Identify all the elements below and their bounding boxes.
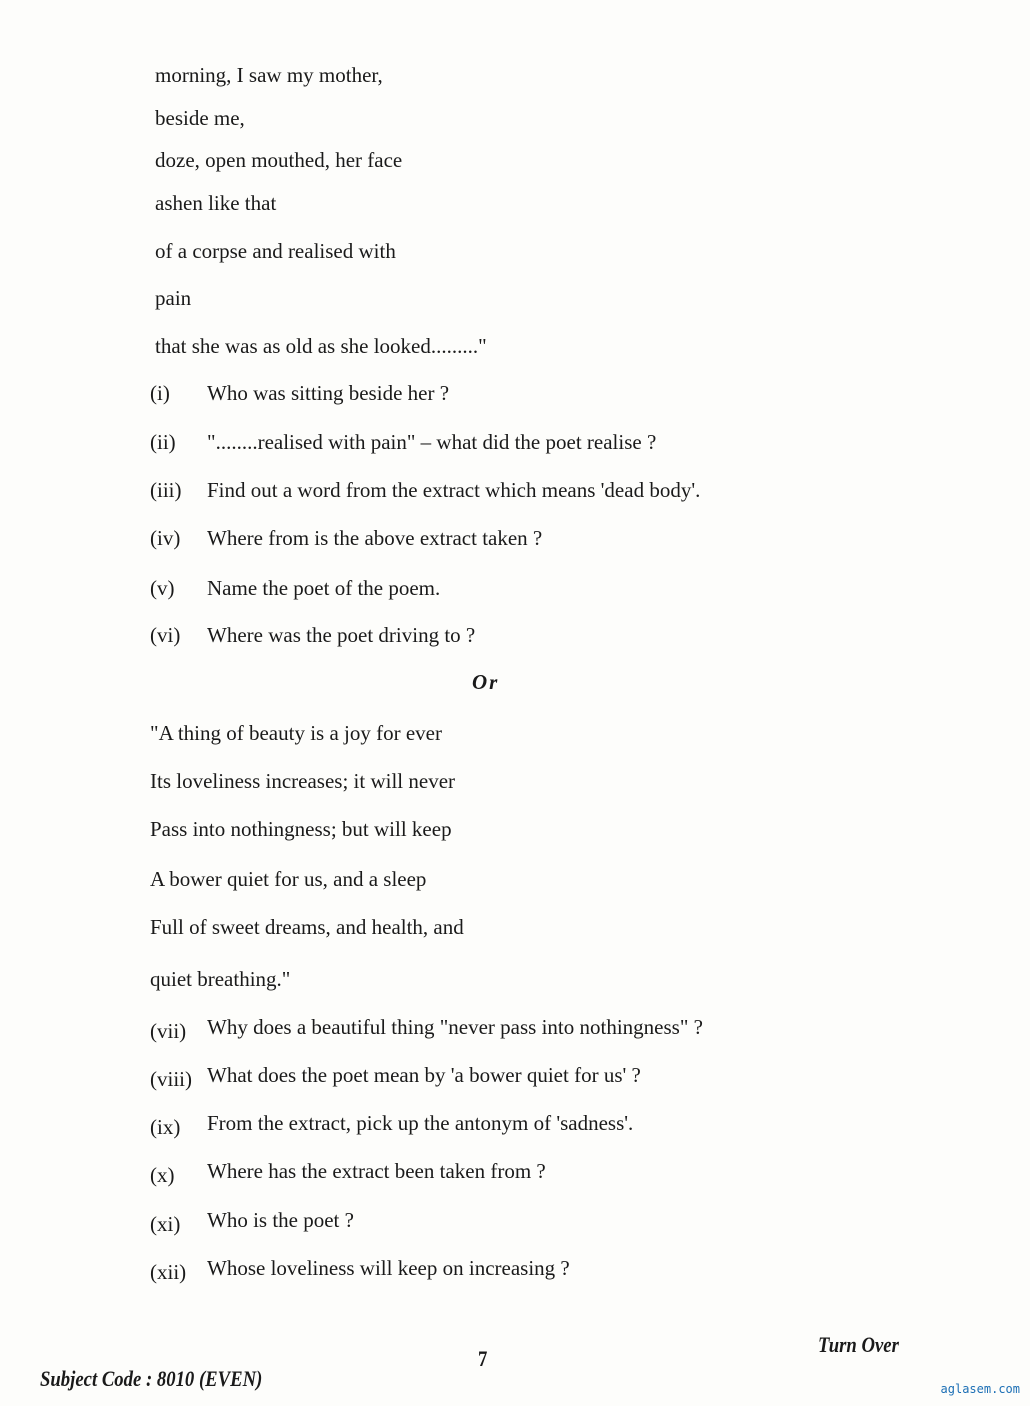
extract-line: "A thing of beauty is a joy for ever	[150, 721, 443, 745]
question-text: What does the poet mean by 'a bower quiet for us' ?	[207, 1063, 641, 1087]
question-text: Who is the poet ?	[207, 1208, 354, 1232]
question-number: (ii)	[150, 430, 176, 454]
watermark: aglasem.com	[940, 1382, 1020, 1396]
question-number: (xii)	[150, 1260, 187, 1284]
or-separator: Or	[472, 670, 500, 694]
page-number: 7	[478, 1346, 488, 1371]
subject-code: Subject Code : 8010 (EVEN)	[40, 1366, 263, 1391]
extract-line: Pass into nothingness; but will keep	[150, 817, 452, 841]
extract-line: quiet breathing."	[150, 967, 291, 991]
question-number: (vii)	[150, 1019, 187, 1043]
question-text: Where from is the above extract taken ?	[207, 526, 543, 550]
question-text: Where was the poet driving to ?	[207, 623, 476, 647]
extract-line: A bower quiet for us, and a sleep	[150, 867, 427, 891]
question-text: Whose loveliness will keep on increasing ?	[207, 1256, 570, 1280]
extract-line: Its loveliness increases; it will never	[150, 769, 456, 793]
question-number: (xi)	[150, 1212, 181, 1236]
extract-line: doze, open mouthed, her face	[155, 148, 403, 172]
question-text: Name the poet of the poem.	[207, 576, 441, 600]
question-number: (v)	[150, 576, 175, 600]
question-text: Find out a word from the extract which means 'dead body'.	[207, 478, 701, 502]
extract-line: ashen like that	[155, 191, 277, 215]
question-number: (iii)	[150, 478, 182, 502]
question-number: (ix)	[150, 1115, 181, 1139]
question-text: From the extract, pick up the antonym of 'sadness'.	[207, 1111, 634, 1135]
question-text: Where has the extract been taken from ?	[207, 1159, 546, 1183]
extract-line: beside me,	[155, 106, 245, 130]
question-number: (vi)	[150, 623, 181, 647]
question-text: Who was sitting beside her ?	[207, 381, 450, 405]
extract-line: morning, I saw my mother,	[155, 63, 383, 87]
extract-line: Full of sweet dreams, and health, and	[150, 915, 464, 939]
extract-line: that she was as old as she looked........."	[155, 334, 487, 358]
turn-over: Turn Over	[818, 1332, 899, 1357]
question-number: (x)	[150, 1163, 175, 1187]
question-number: (iv)	[150, 526, 181, 550]
question-text: Why does a beautiful thing "never pass into nothingness" ?	[207, 1015, 703, 1039]
question-number: (i)	[150, 381, 170, 405]
question-text: "........realised with pain" – what did the poet realise ?	[207, 430, 657, 454]
question-number: (viii)	[150, 1067, 192, 1091]
extract-line: of a corpse and realised with	[155, 239, 396, 263]
extract-line: pain	[155, 286, 192, 310]
